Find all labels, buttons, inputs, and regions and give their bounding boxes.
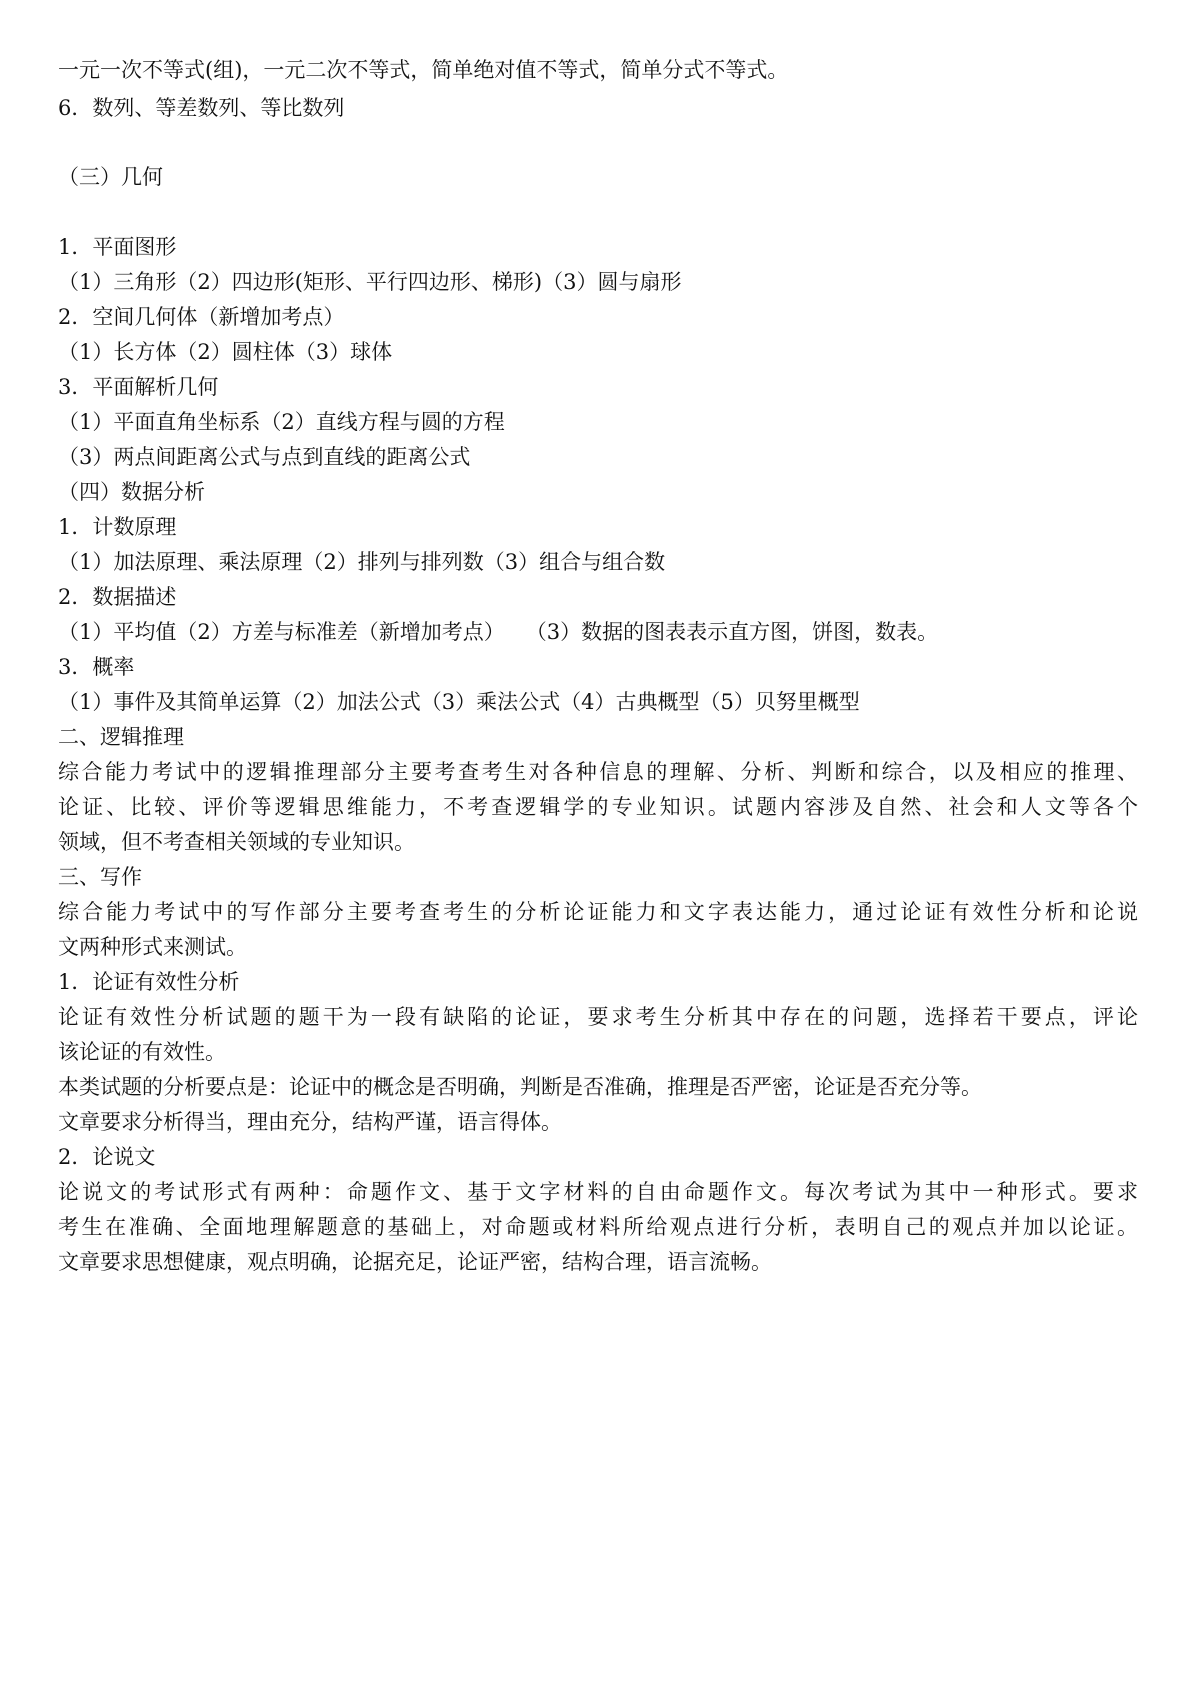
sequence-topic-line: 6．数列、等差数列、等比数列 bbox=[58, 96, 345, 120]
argument-analysis-heading: 1．论证有效性分析 bbox=[58, 970, 240, 994]
data-description-heading: 2．数据描述 bbox=[58, 585, 177, 609]
logic-paragraph-line-2: 论证、比较、评价等逻辑思维能力，不考查逻辑学的专业知识。试题内容涉及自然、社会和人文等各个 bbox=[58, 795, 1138, 819]
analysis-requirements-line: 文章要求分析得当，理由充分，结构严谨，语言得体。 bbox=[58, 1110, 562, 1134]
probability-items: （1）事件及其简单运算（2）加法公式（3）乘法公式（4）古典概型（5）贝努里概型 bbox=[58, 690, 860, 714]
solid-geometry-items: （1）长方体（2）圆柱体（3）球体 bbox=[58, 340, 393, 364]
analytic-geometry-items-1: （1）平面直角坐标系（2）直线方程与圆的方程 bbox=[58, 410, 505, 434]
logic-reasoning-heading: 二、逻辑推理 bbox=[58, 725, 184, 749]
inequality-topics-line: 一元一次不等式(组)，一元二次不等式，简单绝对值不等式，简单分式不等式。 bbox=[58, 58, 789, 82]
logic-paragraph-line-1: 综合能力考试中的逻辑推理部分主要考查考生对各种信息的理解、分析、判断和综合，以及相应的推理、 bbox=[58, 760, 1138, 784]
argument-analysis-line-2: 该论证的有效性。 bbox=[58, 1040, 226, 1064]
logic-paragraph-line-3: 领域，但不考查相关领域的专业知识。 bbox=[58, 830, 415, 854]
geometry-heading: （三）几何 bbox=[58, 165, 163, 189]
analysis-points-line: 本类试题的分析要点是：论证中的概念是否明确，判断是否准确，推理是否严密，论证是否充分等。 bbox=[58, 1075, 982, 1099]
plane-figures-items: （1）三角形（2）四边形(矩形、平行四边形、梯形)（3）圆与扇形 bbox=[58, 270, 682, 294]
essay-paragraph-line-3: 文章要求思想健康，观点明确，论据充足，论证严密，结构合理，语言流畅。 bbox=[58, 1250, 772, 1274]
essay-heading: 2．论说文 bbox=[58, 1145, 156, 1169]
data-description-items: （1）平均值（2）方差与标准差（新增加考点） （3）数据的图表表示直方图，饼图，数表。 bbox=[58, 620, 939, 644]
data-analysis-heading: （四）数据分析 bbox=[58, 480, 205, 504]
plane-figures-heading: 1．平面图形 bbox=[58, 235, 177, 259]
writing-paragraph-line-2: 文两种形式来测试。 bbox=[58, 935, 247, 959]
probability-heading: 3．概率 bbox=[58, 655, 135, 679]
writing-paragraph-line-1: 综合能力考试中的写作部分主要考查考生的分析论证能力和文字表达能力，通过论证有效性分析和论说 bbox=[58, 900, 1138, 924]
analytic-geometry-heading: 3．平面解析几何 bbox=[58, 375, 219, 399]
essay-paragraph-line-1: 论说文的考试形式有两种：命题作文、基于文字材料的自由命题作文。每次考试为其中一种形式。要求 bbox=[58, 1180, 1138, 1204]
argument-analysis-line-1: 论证有效性分析试题的题干为一段有缺陷的论证，要求考生分析其中存在的问题，选择若干要点，评论 bbox=[58, 1005, 1138, 1029]
essay-paragraph-line-2: 考生在准确、全面地理解题意的基础上，对命题或材料所给观点进行分析，表明自己的观点并加以论证。 bbox=[58, 1215, 1138, 1239]
solid-geometry-heading: 2．空间几何体（新增加考点） bbox=[58, 305, 345, 329]
analytic-geometry-items-2: （3）两点间距离公式与点到直线的距离公式 bbox=[58, 445, 471, 469]
counting-principle-heading: 1．计数原理 bbox=[58, 515, 177, 539]
counting-principle-items: （1）加法原理、乘法原理（2）排列与排列数（3）组合与组合数 bbox=[58, 550, 666, 574]
writing-heading: 三、写作 bbox=[58, 865, 142, 889]
